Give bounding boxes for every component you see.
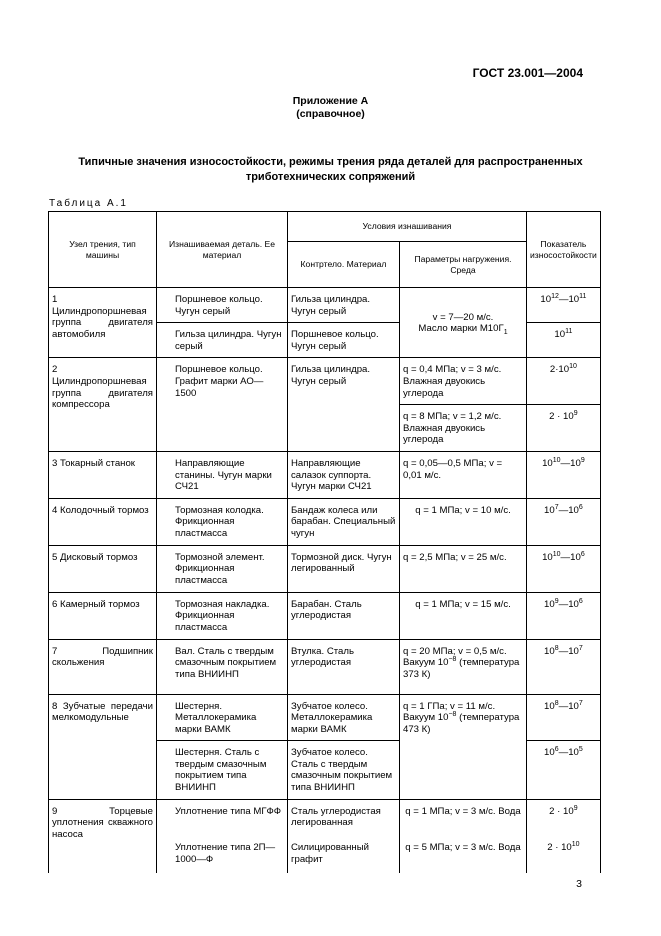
appendix-heading bbox=[0, 95, 661, 121]
load-params-cell: q = 0,05—0,5 МПа; v = 0,01 м/с. bbox=[400, 451, 527, 498]
worn-part-cell: Тормозная колодка. Фрикционная пластмасса bbox=[157, 498, 288, 545]
load-params-cell: q = 0,4 МПа; v = 3 м/с. Влажная двуокись углерода bbox=[400, 358, 527, 405]
header-worn-part: Изнашиваемая деталь. Ее материал bbox=[157, 212, 288, 288]
header-friction-unit: Узел трения, тип машины bbox=[49, 212, 157, 288]
table-label: Таблица А.1 bbox=[49, 198, 128, 209]
appendix-title: Приложение А bbox=[292, 95, 369, 107]
counterbody-cell: Барабан. Сталь углеродистая bbox=[288, 592, 400, 639]
wear-index-cell: $10^8—10^7$ bbox=[527, 639, 601, 694]
counterbody-cell: Бандаж колеса или барабан. Специальный чугун bbox=[288, 498, 400, 545]
counterbody-cell: Силицированный графит bbox=[288, 836, 400, 873]
wear-index-cell: $10^7—10^6$ bbox=[527, 498, 601, 545]
counterbody-cell: Сталь углеродистая легированная bbox=[288, 799, 400, 836]
counterbody-cell: Гильза цилиндра. Чугун серый bbox=[288, 288, 400, 323]
document-code: ГОСТ 23.001—2004 bbox=[472, 66, 583, 80]
wear-index-cell: $10^6—10^5$ bbox=[527, 741, 601, 799]
worn-part-cell: Гильза цилиндра. Чугун серый bbox=[157, 323, 288, 358]
friction-unit-cell: 9 Торцевые уплотнения скважного насоса bbox=[49, 799, 157, 873]
wear-index-cell: $10^9—10^6$ bbox=[527, 592, 601, 639]
friction-unit-cell: 8 Зубчатые передачи мелкомодульные bbox=[49, 694, 157, 799]
worn-part-cell: Тормозной элемент. Фрикционная пластмасса bbox=[157, 545, 288, 592]
counterbody-cell: Зубчатое колесо. Металлокерамика марки ВАМК bbox=[288, 694, 400, 741]
friction-unit-cell: 3 Токарный станок bbox=[49, 451, 157, 498]
counterbody-cell: Тормозной диск. Чугун легированный bbox=[288, 545, 400, 592]
load-params-cell: q = 1 МПа; v = 3 м/с. Вода bbox=[400, 799, 527, 836]
wear-index-cell: $2 \cdot 10^9$ bbox=[527, 799, 601, 836]
header-wear-index: Показатель износостойкости bbox=[527, 212, 601, 288]
worn-part-cell: Поршневое кольцо. Графит марки АО—1500 bbox=[157, 358, 288, 452]
counterbody-cell: Зубчатое колесо. Сталь с твердым смазочным покрытием типа ВНИИНП bbox=[288, 741, 400, 799]
wear-index-cell: $2 \cdot 10^9$ bbox=[527, 405, 601, 452]
friction-unit-cell: 1 Цилиндропоршневая группа двигателя автомобиля bbox=[49, 288, 157, 358]
page-number: 3 bbox=[576, 878, 582, 890]
wear-index-cell: $2 \cdot 10^{10}$ bbox=[527, 836, 601, 873]
load-params-cell: v = 7—20 м/с. Масло марки $М10Г_1$ bbox=[400, 288, 527, 358]
load-params-cell: q = 2,5 МПа; v = 25 м/с. bbox=[400, 545, 527, 592]
worn-part-cell: Шестерня. Сталь с твердым смазочным покрытием типа ВНИИНП bbox=[157, 741, 288, 799]
wear-resistance-table bbox=[48, 211, 601, 873]
load-params-cell: q = 5 МПа; v = 3 м/с. Вода bbox=[400, 836, 527, 873]
header-wear-conditions: Условия изнашивания bbox=[288, 212, 527, 242]
worn-part-cell: Направляющие станины. Чугун марки СЧ21 bbox=[157, 451, 288, 498]
load-params-cell: q = 20 МПа; v = 0,5 м/с. Вакуум $10^{-8}$ (температура 373 К) bbox=[400, 639, 527, 694]
friction-unit-cell: 2 Цилиндропоршневая группа двигателя компрессора bbox=[49, 358, 157, 452]
title-line-1: Типичные значения износостойкости, режимы трения ряда деталей для распространенных bbox=[78, 156, 583, 168]
load-params-cell: q = 1 ГПа; v = 11 м/с. Вакуум $10^{-8}$ (температура 473 К) bbox=[400, 694, 527, 799]
load-params-cell: q = 8 МПа; v = 1,2 м/с. Влажная двуокись углерода bbox=[400, 405, 527, 452]
header-counterbody: Контртело. Материал bbox=[288, 242, 400, 288]
wear-index-cell: $10^{12}—10^{11}$ bbox=[527, 288, 601, 323]
load-params-cell: q = 1 МПа; v = 10 м/с. bbox=[400, 498, 527, 545]
worn-part-cell: Поршневое кольцо. Чугун серый bbox=[157, 288, 288, 323]
worn-part-cell: Уплотнение типа 2П—1000—Ф bbox=[157, 836, 288, 873]
worn-part-cell: Тормозная накладка. Фрикционная пластмасса bbox=[157, 592, 288, 639]
load-params-cell: q = 1 МПа; v = 15 м/с. bbox=[400, 592, 527, 639]
worn-part-cell: Уплотнение типа МГФФ bbox=[157, 799, 288, 836]
title-line-2: триботехнических сопряжений bbox=[245, 171, 416, 183]
wear-index-cell: $10^8—10^7$ bbox=[527, 694, 601, 741]
wear-index-cell: $10^{10}—10^6$ bbox=[527, 545, 601, 592]
worn-part-cell: Вал. Сталь с твердым смазочным покрытием типа ВНИИНП bbox=[157, 639, 288, 694]
counterbody-cell: Гильза цилиндра. Чугун серый bbox=[288, 358, 400, 452]
friction-unit-cell: 4 Колодочный тормоз bbox=[49, 498, 157, 545]
friction-unit-cell: 5 Дисковый тормоз bbox=[49, 545, 157, 592]
wear-index-cell: $2\cdot 10^{10}$ bbox=[527, 358, 601, 405]
friction-unit-cell: 7 Подшипник скольжения bbox=[49, 639, 157, 694]
wear-index-cell: $10^{11}$ bbox=[527, 323, 601, 358]
appendix-subtitle: (справочное) bbox=[296, 108, 365, 120]
document-title bbox=[40, 155, 621, 185]
counterbody-cell: Поршневое кольцо. Чугун серый bbox=[288, 323, 400, 358]
wear-index-cell: $10^{10}—10^9$ bbox=[527, 451, 601, 498]
counterbody-cell: Втулка. Сталь углеродистая bbox=[288, 639, 400, 694]
header-load-params: Параметры нагружения. Среда bbox=[400, 242, 527, 288]
friction-unit-cell: 6 Камерный тормоз bbox=[49, 592, 157, 639]
counterbody-cell: Направляющие салазок суппорта. Чугун марки СЧ21 bbox=[288, 451, 400, 498]
worn-part-cell: Шестерня. Металлокерамика марки ВАМК bbox=[157, 694, 288, 741]
